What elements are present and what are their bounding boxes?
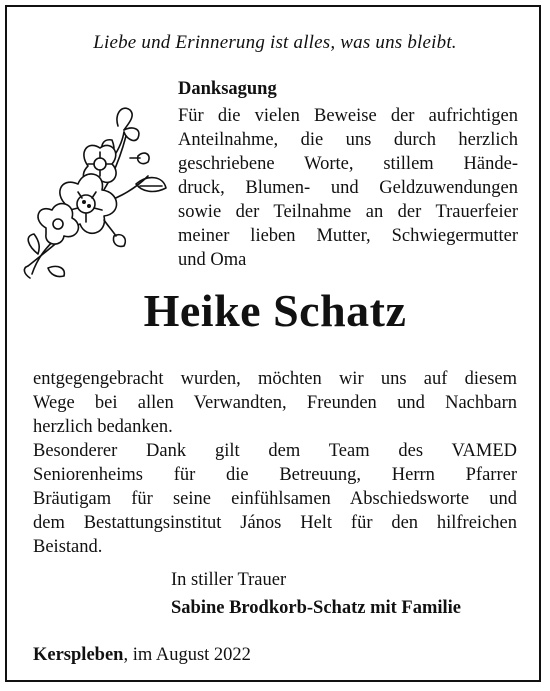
intro-line: Für die vielen Beweise der aufrichtigen bbox=[178, 106, 518, 126]
body-line: Bräutigam für seine einfühlsamen Abschiedsworte und bbox=[33, 489, 517, 509]
intro-line: meiner lieben Mutter, Schwiegermutter bbox=[178, 226, 518, 246]
place-date bbox=[33, 645, 251, 666]
body-line: Beistand. bbox=[33, 537, 103, 557]
body-line: Besonderer Dank gilt dem Team des VAMED bbox=[33, 441, 517, 461]
body-line: Wege bei allen Verwandten, Freunden und Nachbarn bbox=[33, 393, 517, 413]
heading: Danksagung bbox=[178, 79, 277, 99]
intro-paragraph bbox=[178, 104, 518, 272]
body-line: Seniorenheims für die Betreuung, Herrn Pfarrer bbox=[33, 465, 517, 485]
body-line: dem Bestattungsinstitut János Helt für den hilfreichen bbox=[33, 513, 517, 533]
motto: Liebe und Erinnerung ist alles, was uns bleibt. bbox=[93, 32, 457, 53]
intro-line: druck, Blumen- und Geldzuwendungen bbox=[178, 178, 518, 198]
body-line: entgegengebracht wurden, möchten wir uns auf diesem bbox=[33, 369, 517, 389]
thanks-paragraph bbox=[33, 367, 517, 559]
family-signature: Sabine Brodkorb-Schatz mit Familie bbox=[171, 598, 462, 618]
intro-line: geschriebene Worte, stillem Hände- bbox=[178, 154, 518, 174]
flower-branch-icon bbox=[18, 96, 170, 282]
closing-phrase: In stiller Trauer bbox=[171, 570, 287, 590]
intro-line: sowie der Teilnahme an der Trauerfeier bbox=[178, 202, 518, 222]
deceased-name: Heike Schatz bbox=[143, 285, 407, 336]
body-line: herzlich bedanken. bbox=[33, 417, 173, 437]
intro-line: und Oma bbox=[178, 250, 247, 270]
date-text: , im August 2022 bbox=[123, 645, 251, 665]
place-name: Kerspleben bbox=[33, 645, 124, 665]
intro-line: Anteilnahme, die uns durch herzlich bbox=[178, 130, 518, 150]
